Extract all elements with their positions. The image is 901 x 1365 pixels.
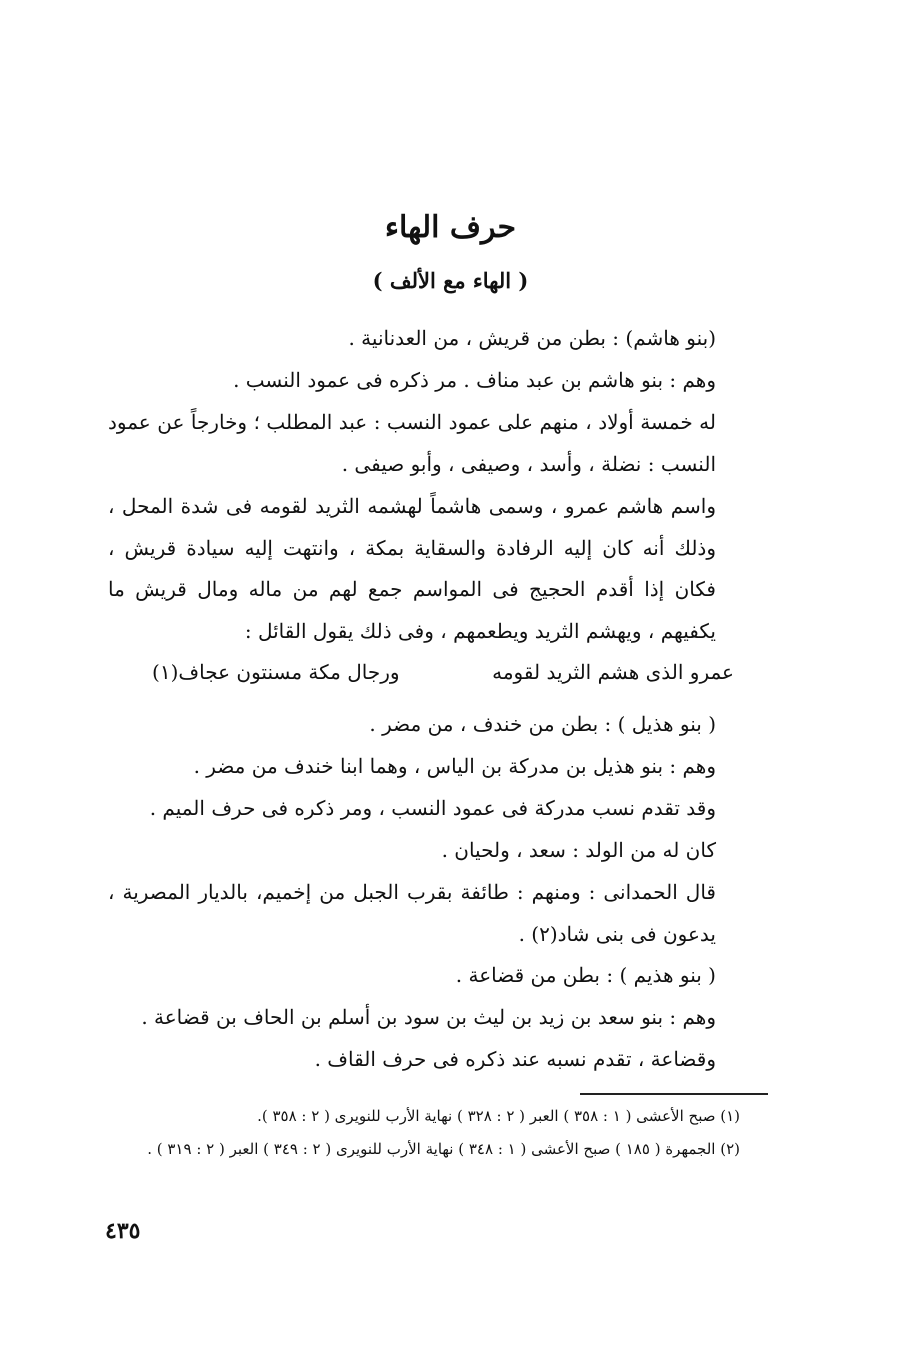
verse-second-hemistich: ورجال مكة مسنتون عجاف(١) <box>152 660 400 684</box>
page-number: ٤٣٥ <box>105 1218 141 1244</box>
paragraph-banu-hashim: (بنو هاشم) : بطن من قريش ، من العدنانية . <box>348 326 716 350</box>
body-text-part-2 <box>108 704 768 1081</box>
verse-first-hemistich: عمرو الذى هشم الثريد لقومه <box>492 660 734 684</box>
paragraph-hashim-lineage: وهم : بنو هاشم بن عبد مناف . مر ذكره فى عمود النسب . <box>233 367 716 392</box>
section-subtitle: ( الهاء مع الألف ) <box>372 268 529 293</box>
paragraph-hudhayl-lineage: وهم : بنو هذيل بن مدركة بن الياس ، وهما ابنا خندف من مضر . <box>193 753 716 778</box>
chapter-title: حرف الهاء <box>384 210 517 245</box>
paragraph-hudhayl-children: كان له من الولد : سعد ، ولحيان . <box>441 837 716 862</box>
footnote-2: (٢) الجمهرة ( ١٨٥ ) صبح الأعشى ( ١ : ٣٤٨ ) نهاية الأرب للنويرى ( ٢ : ٣٤٩ ) العبر ( ٢ : ٣١٩ ) . <box>147 1140 740 1158</box>
paragraph-banu-hudhayl: ( بنو هذيل ) : بطن من خندف ، من مضر . <box>369 712 716 736</box>
paragraph-hashim-name: واسم هاشم عمرو ، وسمى هاشماً لهشمه الثريد لقومه فى شدة المحل ، وذلك أنه كان إليه الرفادة والسقاية بمكة ، وانتهت إليه سيادة قريش ، فكان إذا أقدم الحجيج فى المواسم جمع لهم من ماله ومال قريش ما يكفيهم ، ويهشم الثريد ويطعمهم ، وفى ذلك يقول القائل : <box>108 493 716 644</box>
footnotes <box>108 1100 768 1166</box>
body-text-part-1 <box>108 318 768 653</box>
paragraph-hamdani: قال الحمدانى : ومنهم : طائفة بقرب الجبل من إخميم، بالديار المصرية ، يدعون فى بنى شاد(٢) . <box>108 879 716 946</box>
poetry-verse <box>112 660 772 684</box>
paragraph-hudhaym-lineage: وهم : بنو سعد بن زيد بن ليث بن سود بن أسلم بن الحاف بن قضاعة . <box>141 1005 716 1030</box>
paragraph-hashim-children: له خمسة أولاد ، منهم على عمود النسب : عبد المطلب ؛ وخارجاً عن عمود النسب : نضلة ، وأسد ، وصيفى ، وأبو صيفى . <box>108 409 716 476</box>
footnote-divider <box>580 1093 768 1095</box>
paragraph-mudrika: وقد تقدم نسب مدركة فى عمود النسب ، ومر ذكره فى حرف الميم . <box>149 795 716 820</box>
paragraph-qudaa: وقضاعة ، تقدم نسبه عند ذكره فى حرف القاف . <box>314 1047 716 1072</box>
paragraph-banu-hudhaym: ( بنو هذيم ) : بطن من قضاعة . <box>455 963 716 988</box>
footnote-1: (١) صبح الأعشى ( ١ : ٣٥٨ ) العبر ( ٢ : ٣٢٨ ) نهاية الأرب للنويرى ( ٢ : ٣٥٨ ). <box>257 1107 740 1125</box>
